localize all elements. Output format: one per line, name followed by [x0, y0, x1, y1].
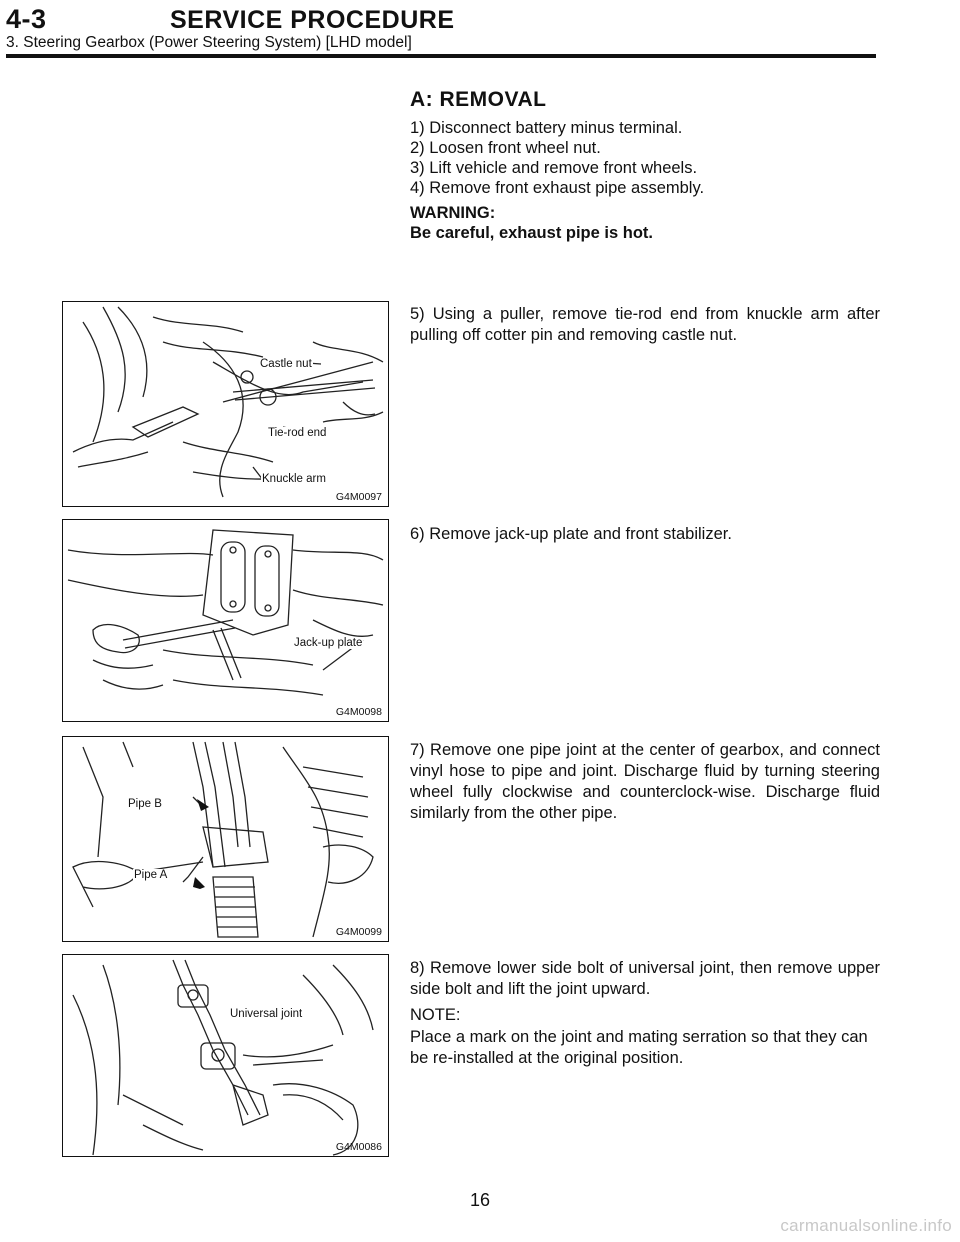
- watermark: carmanualsonline.info: [780, 1216, 952, 1235]
- figure-tie-rod: [62, 301, 389, 507]
- label-knuckle-arm: Knuckle arm: [262, 473, 326, 485]
- step-3: 3) Lift vehicle and remove front wheels.: [410, 159, 698, 177]
- label-tie-rod-end: Tie-rod end: [268, 427, 327, 439]
- label-jack-up-plate: Jack-up plate: [294, 637, 363, 649]
- figure-code: G4M0097: [335, 491, 382, 503]
- step-4: 4) Remove front exhaust pipe assembly.: [410, 179, 705, 197]
- step-6: 6) Remove jack-up plate and front stabilizer.: [410, 525, 732, 543]
- section-heading: A: REMOVAL: [410, 88, 547, 111]
- figure-code: G4M0086: [335, 1141, 382, 1153]
- figure-jack-up-plate: [62, 519, 389, 722]
- figure-jack-up-plate-illustration: [63, 520, 388, 721]
- figure-code: G4M0099: [335, 926, 382, 938]
- figure-universal-joint: [62, 954, 389, 1157]
- label-pipe-b: Pipe B: [128, 798, 162, 810]
- section-number: 4-3: [6, 4, 47, 34]
- label-universal-joint: Universal joint: [230, 1008, 303, 1020]
- step-2: 2) Loosen front wheel nut.: [410, 139, 601, 157]
- figure-pipes-illustration: [63, 737, 388, 941]
- figure-universal-joint-illustration: [63, 955, 388, 1156]
- figure-tie-rod-illustration: [63, 302, 388, 506]
- warning-title: WARNING:: [410, 204, 496, 222]
- header-rule: [6, 54, 876, 58]
- note-title: NOTE:: [410, 1006, 461, 1024]
- page-number: 16: [469, 1190, 491, 1210]
- note-text: Place a mark on the joint and mating serration so that they can be re-installed at the original position.: [410, 1028, 868, 1067]
- figure-pipes: [62, 736, 389, 942]
- step-5: 5) Using a puller, remove tie-rod end from knuckle arm after pulling off cotter pin and removing castle nut.: [410, 305, 880, 344]
- label-castle-nut: Castle nut: [260, 358, 312, 370]
- page-subtitle: 3. Steering Gearbox (Power Steering System) [LHD model]: [6, 34, 412, 51]
- page-title: SERVICE PROCEDURE: [170, 6, 455, 34]
- figure-code: G4M0098: [335, 706, 382, 718]
- label-pipe-a: Pipe A: [134, 869, 168, 881]
- step-1: 1) Disconnect battery minus terminal.: [410, 119, 683, 137]
- step-8: 8) Remove lower side bolt of universal joint, then remove upper side bolt and lift the joint upward.: [410, 959, 880, 998]
- warning-text: Be careful, exhaust pipe is hot.: [410, 224, 653, 242]
- step-7: 7) Remove one pipe joint at the center of gearbox, and connect vinyl hose to pipe and joint. Discharge fluid by turning steering wheel fully clockwise and counterclock-wise. Discharge fluid similarly from the other pipe.: [410, 741, 880, 822]
- steps-list: [410, 118, 880, 198]
